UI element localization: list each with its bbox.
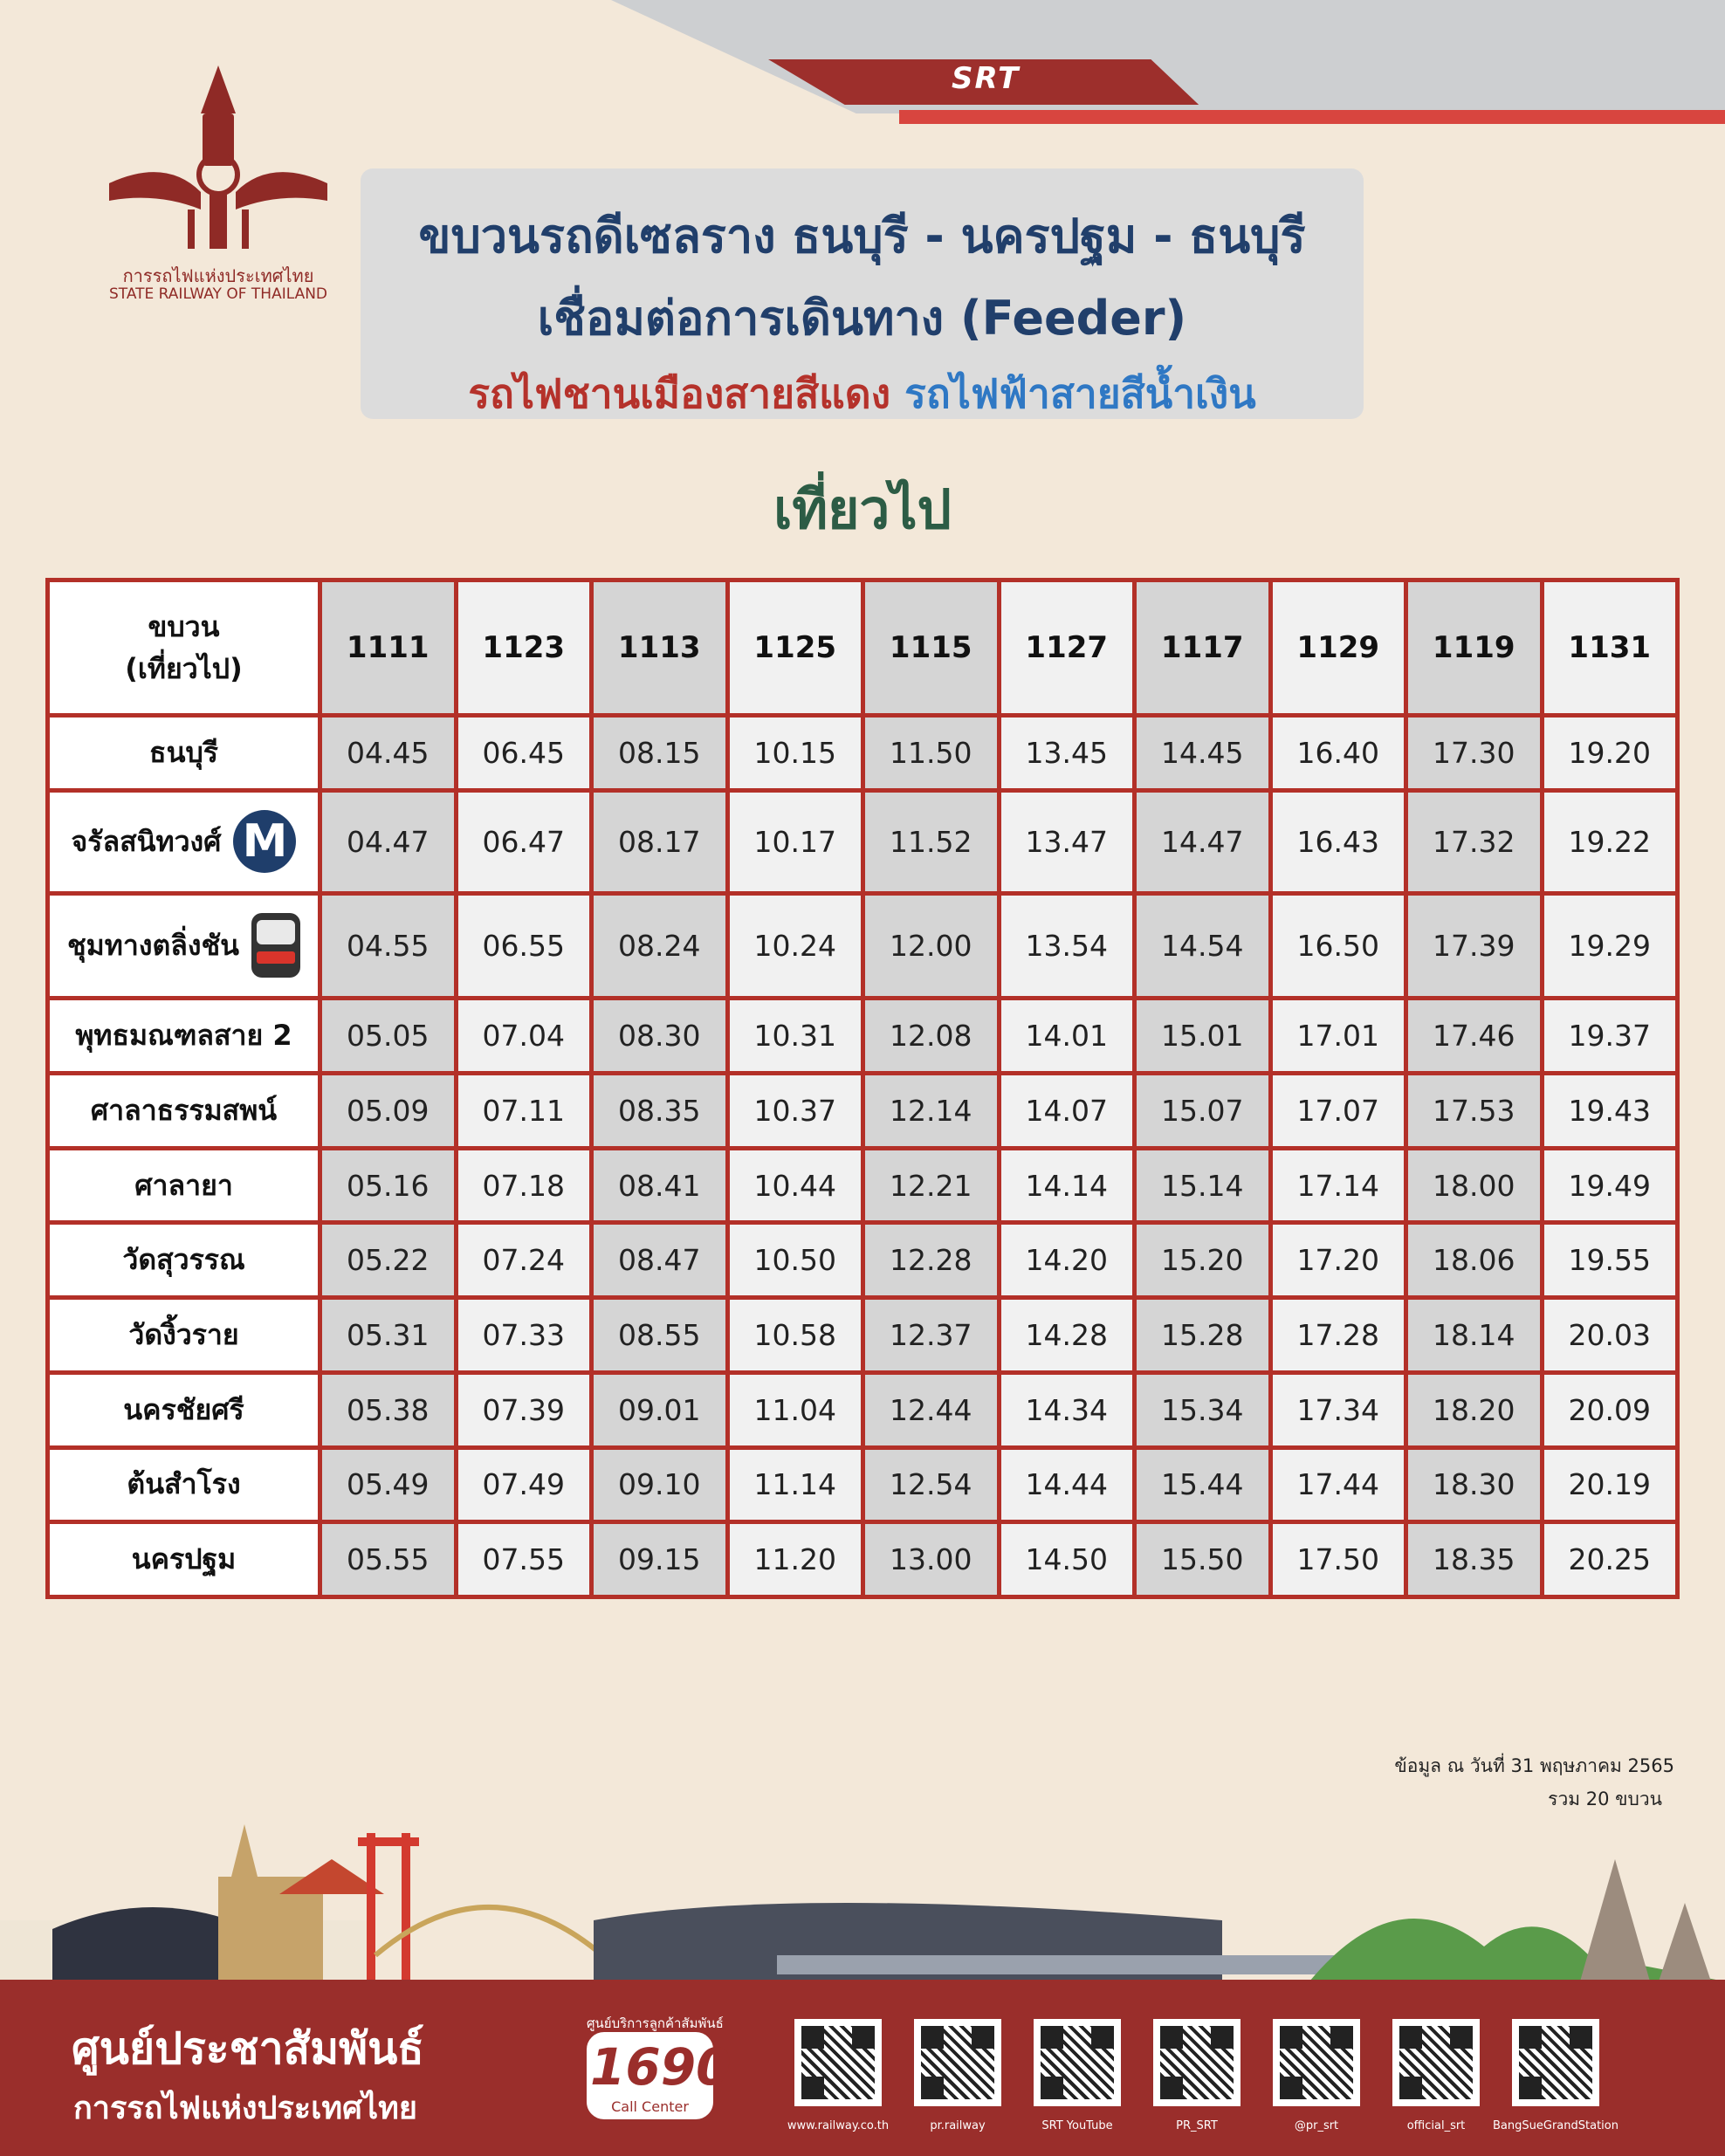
qr-label: official_srt	[1406, 2119, 1466, 2132]
qr-label: PR_SRT	[1176, 2119, 1218, 2132]
qr-code[interactable]	[1392, 2019, 1480, 2106]
callcenter-caption: ศูนย์บริการลูกค้าสัมพันธ์	[587, 2015, 724, 2031]
station-cell	[48, 893, 320, 999]
time-cell: 19.29	[1542, 893, 1678, 999]
qr-code-icon	[1041, 2026, 1114, 2099]
station-cell	[48, 999, 320, 1074]
time-cell: 10.44	[727, 1148, 863, 1223]
station-name: นครปฐม	[131, 1542, 237, 1576]
time-cell: 08.41	[592, 1148, 728, 1223]
train-number: 1113	[592, 580, 728, 716]
station-wrap	[122, 1238, 244, 1282]
time-cell: 06.45	[456, 716, 592, 791]
train-number: 1123	[456, 580, 592, 716]
train-number: 1131	[1542, 580, 1678, 716]
time-cell: 06.47	[456, 790, 592, 893]
station-name: ศาลาธรรมสพน์	[90, 1093, 278, 1127]
time-cell: 17.44	[1270, 1447, 1406, 1522]
time-cell: 15.28	[1135, 1298, 1271, 1373]
table-row	[48, 893, 1678, 999]
org-name-english: STATE RAILWAY OF THAILAND	[108, 285, 328, 303]
time-cell: 19.37	[1542, 999, 1678, 1074]
time-cell: 10.17	[727, 790, 863, 893]
qr-code[interactable]	[1153, 2019, 1240, 2106]
time-cell: 05.55	[320, 1522, 457, 1597]
qr-code-icon	[1160, 2026, 1234, 2099]
time-cell: 10.31	[727, 999, 863, 1074]
srt-logo: SRT	[952, 61, 1021, 96]
qr-code[interactable]	[914, 2019, 1001, 2106]
table-row	[48, 790, 1678, 893]
table-row	[48, 1298, 1678, 1373]
qr-code[interactable]	[1512, 2019, 1599, 2106]
time-cell: 08.47	[592, 1223, 728, 1298]
station-name: ธนบุรี	[149, 735, 218, 769]
table-body	[48, 716, 1678, 1597]
time-cell: 19.49	[1542, 1148, 1678, 1223]
qr-code-icon	[1280, 2026, 1353, 2099]
time-cell: 14.45	[1135, 716, 1271, 791]
time-cell: 15.01	[1135, 999, 1271, 1074]
qr-code-icon	[921, 2026, 994, 2099]
station-cell	[48, 1522, 320, 1597]
station-name: ศาลายา	[134, 1168, 233, 1202]
time-cell: 12.54	[863, 1447, 1000, 1522]
time-cell: 16.40	[1270, 716, 1406, 791]
red-line-train-icon	[251, 913, 300, 978]
callcenter-badge[interactable]	[587, 2032, 732, 2119]
time-cell: 13.47	[999, 790, 1135, 893]
time-cell: 16.43	[1270, 790, 1406, 893]
time-cell: 09.01	[592, 1372, 728, 1447]
time-cell: 14.14	[999, 1148, 1135, 1223]
time-cell: 17.07	[1270, 1074, 1406, 1149]
table-row	[48, 1074, 1678, 1149]
table-header-row	[48, 580, 1678, 716]
station-name: วัดงิ้วราย	[128, 1318, 239, 1351]
time-cell: 18.00	[1406, 1148, 1543, 1223]
time-cell: 05.09	[320, 1074, 457, 1149]
section-title: เที่ยวไป	[773, 477, 952, 541]
station-cell	[48, 716, 320, 791]
time-cell: 05.31	[320, 1298, 457, 1373]
station-cell	[48, 1372, 320, 1447]
time-cell: 11.52	[863, 790, 1000, 893]
station-wrap	[72, 810, 297, 873]
station-wrap	[149, 731, 218, 775]
qr-code-icon	[1519, 2026, 1592, 2099]
time-cell: 08.55	[592, 1298, 728, 1373]
time-cell: 10.24	[727, 893, 863, 999]
time-cell: 07.55	[456, 1522, 592, 1597]
time-cell: 14.50	[999, 1522, 1135, 1597]
time-cell: 07.04	[456, 999, 592, 1074]
time-cell: 10.37	[727, 1074, 863, 1149]
station-name: วัดสุวรรณ	[122, 1243, 245, 1277]
time-cell: 14.07	[999, 1074, 1135, 1149]
time-cell: 17.53	[1406, 1074, 1543, 1149]
station-cell	[48, 790, 320, 893]
table-row	[48, 1447, 1678, 1522]
time-cell: 19.22	[1542, 790, 1678, 893]
time-cell: 17.39	[1406, 893, 1543, 999]
time-cell: 18.35	[1406, 1522, 1543, 1597]
time-cell: 18.20	[1406, 1372, 1543, 1447]
time-cell: 08.30	[592, 999, 728, 1074]
srt-emblem-icon	[105, 61, 332, 253]
train-number: 1127	[999, 580, 1135, 716]
train-number: 1117	[1135, 580, 1271, 716]
time-cell: 18.14	[1406, 1298, 1543, 1373]
time-cell: 17.46	[1406, 999, 1543, 1074]
station-name: จรัลสนิทวงศ์	[71, 824, 222, 858]
time-cell: 11.14	[727, 1447, 863, 1522]
skyline-illustration	[0, 1824, 1725, 1981]
time-cell: 20.25	[1542, 1522, 1678, 1597]
qr-label: SRT YouTube	[1041, 2119, 1113, 2132]
time-cell: 17.32	[1406, 790, 1543, 893]
qr-code-icon	[801, 2026, 875, 2099]
train-number: 1129	[1270, 580, 1406, 716]
table-row	[48, 1522, 1678, 1597]
time-cell: 07.24	[456, 1223, 592, 1298]
table-row	[48, 1372, 1678, 1447]
time-cell: 17.20	[1270, 1223, 1406, 1298]
station-wrap	[127, 1462, 240, 1507]
time-cell: 12.37	[863, 1298, 1000, 1373]
station-name: นครชัยศรี	[123, 1392, 244, 1426]
station-name: พุทธมณฑลสาย 2	[75, 1019, 292, 1053]
time-cell: 12.14	[863, 1074, 1000, 1149]
time-cell: 15.07	[1135, 1074, 1271, 1149]
time-cell: 17.28	[1270, 1298, 1406, 1373]
time-cell: 04.45	[320, 716, 457, 791]
time-cell: 14.54	[1135, 893, 1271, 999]
time-cell: 14.28	[999, 1298, 1135, 1373]
callcenter-number: 1690	[590, 2037, 732, 2097]
table-row	[48, 1148, 1678, 1223]
time-cell: 10.50	[727, 1223, 863, 1298]
time-cell: 18.06	[1406, 1223, 1543, 1298]
org-name-thai: การรถไฟแห่งประเทศไทย	[122, 265, 314, 286]
time-cell: 07.11	[456, 1074, 592, 1149]
station-name: ชุมทางตลิ่งชัน	[66, 928, 240, 962]
station-wrap	[91, 1088, 277, 1133]
time-cell: 14.34	[999, 1372, 1135, 1447]
time-cell: 12.21	[863, 1148, 1000, 1223]
time-cell: 15.50	[1135, 1522, 1271, 1597]
time-cell: 15.20	[1135, 1223, 1271, 1298]
red-line-label: รถไฟชานเมืองสายสีแดง	[468, 370, 891, 417]
time-cell: 11.50	[863, 716, 1000, 791]
footer-title: ศูนย์ประชาสัมพันธ์	[72, 2023, 424, 2074]
footer	[0, 1980, 1725, 2156]
time-cell: 08.17	[592, 790, 728, 893]
qr-label: pr.railway	[930, 2119, 986, 2132]
title-line-1: ขบวนรถดีเซลราง ธนบุรี - นครปฐม - ธนบุรี	[418, 209, 1306, 264]
time-cell: 09.15	[592, 1522, 728, 1597]
time-cell: 20.03	[1542, 1298, 1678, 1373]
time-cell: 18.30	[1406, 1447, 1543, 1522]
time-cell: 12.08	[863, 999, 1000, 1074]
qr-code[interactable]	[1273, 2019, 1360, 2106]
time-cell: 15.14	[1135, 1148, 1271, 1223]
qr-label: @pr_srt	[1294, 2119, 1339, 2132]
total-trains-note: รวม 20 ขบวน	[1548, 1789, 1662, 1809]
title-box	[361, 168, 1364, 419]
time-cell: 10.58	[727, 1298, 863, 1373]
time-cell: 15.44	[1135, 1447, 1271, 1522]
time-cell: 16.50	[1270, 893, 1406, 999]
callcenter-label: Call Center	[611, 2098, 689, 2115]
train-number: 1115	[863, 580, 1000, 716]
station-wrap	[132, 1537, 237, 1582]
time-cell: 17.34	[1270, 1372, 1406, 1447]
qr-label: www.railway.co.th	[787, 2119, 890, 2132]
train-number: 1111	[320, 580, 457, 716]
time-cell: 05.38	[320, 1372, 457, 1447]
station-cell	[48, 1223, 320, 1298]
time-cell: 14.20	[999, 1223, 1135, 1298]
time-cell: 14.47	[1135, 790, 1271, 893]
time-cell: 17.30	[1406, 716, 1543, 791]
footer-subtitle: การรถไฟแห่งประเทศไทย	[73, 2091, 417, 2126]
train-header-label: ขบวน (เที่ยวไป)	[48, 580, 320, 716]
time-cell: 19.20	[1542, 716, 1678, 791]
table-row	[48, 1223, 1678, 1298]
time-cell: 08.15	[592, 716, 728, 791]
station-wrap	[123, 1388, 244, 1432]
time-cell: 07.49	[456, 1447, 592, 1522]
station-wrap	[67, 913, 300, 978]
qr-code[interactable]	[794, 2019, 882, 2106]
time-cell: 05.22	[320, 1223, 457, 1298]
time-cell: 07.39	[456, 1372, 592, 1447]
time-cell: 11.04	[727, 1372, 863, 1447]
title-line-3	[361, 362, 1364, 426]
time-cell: 13.45	[999, 716, 1135, 791]
time-cell: 12.44	[863, 1372, 1000, 1447]
time-cell: 06.55	[456, 893, 592, 999]
time-cell: 10.15	[727, 716, 863, 791]
metro-blue-line-icon: M	[233, 810, 296, 873]
time-cell: 19.43	[1542, 1074, 1678, 1149]
time-cell: 07.33	[456, 1298, 592, 1373]
table-row	[48, 999, 1678, 1074]
train-number: 1119	[1406, 580, 1543, 716]
time-cell: 17.01	[1270, 999, 1406, 1074]
qr-label: BangSueGrandStation	[1493, 2119, 1618, 2132]
station-wrap	[75, 1013, 292, 1058]
time-cell: 20.19	[1542, 1447, 1678, 1522]
time-cell: 08.24	[592, 893, 728, 999]
time-cell: 13.54	[999, 893, 1135, 999]
station-wrap	[134, 1164, 233, 1208]
qr-code-icon	[1399, 2026, 1473, 2099]
time-cell: 12.28	[863, 1223, 1000, 1298]
station-cell	[48, 1298, 320, 1373]
time-cell: 13.00	[863, 1522, 1000, 1597]
station-cell	[48, 1447, 320, 1522]
qr-code[interactable]	[1034, 2019, 1121, 2106]
time-cell: 17.50	[1270, 1522, 1406, 1597]
time-cell: 08.35	[592, 1074, 728, 1149]
train-number: 1125	[727, 580, 863, 716]
top-banner-stripe	[899, 110, 1725, 124]
time-cell: 05.05	[320, 999, 457, 1074]
blue-line-label: รถไฟฟ้าสายสีน้ำเงิน	[904, 370, 1256, 417]
table-row	[48, 716, 1678, 791]
station-cell	[48, 1074, 320, 1149]
time-cell: 20.09	[1542, 1372, 1678, 1447]
station-cell	[48, 1148, 320, 1223]
timetable	[45, 578, 1680, 1599]
station-wrap	[128, 1313, 238, 1357]
station-name: ต้นสำโรง	[127, 1467, 241, 1501]
time-cell: 04.47	[320, 790, 457, 893]
time-cell: 05.49	[320, 1447, 457, 1522]
time-cell: 14.01	[999, 999, 1135, 1074]
time-cell: 17.14	[1270, 1148, 1406, 1223]
time-cell: 15.34	[1135, 1372, 1271, 1447]
time-cell: 14.44	[999, 1447, 1135, 1522]
time-cell: 12.00	[863, 893, 1000, 999]
time-cell: 19.55	[1542, 1223, 1678, 1298]
time-cell: 07.18	[456, 1148, 592, 1223]
time-cell: 04.55	[320, 893, 457, 999]
time-cell: 09.10	[592, 1447, 728, 1522]
time-cell: 11.20	[727, 1522, 863, 1597]
title-line-2: เชื่อมต่อการเดินทาง (Feeder)	[537, 291, 1187, 346]
data-date-note: ข้อมูล ณ วันที่ 31 พฤษภาคม 2565	[1394, 1755, 1674, 1776]
time-cell: 05.16	[320, 1148, 457, 1223]
